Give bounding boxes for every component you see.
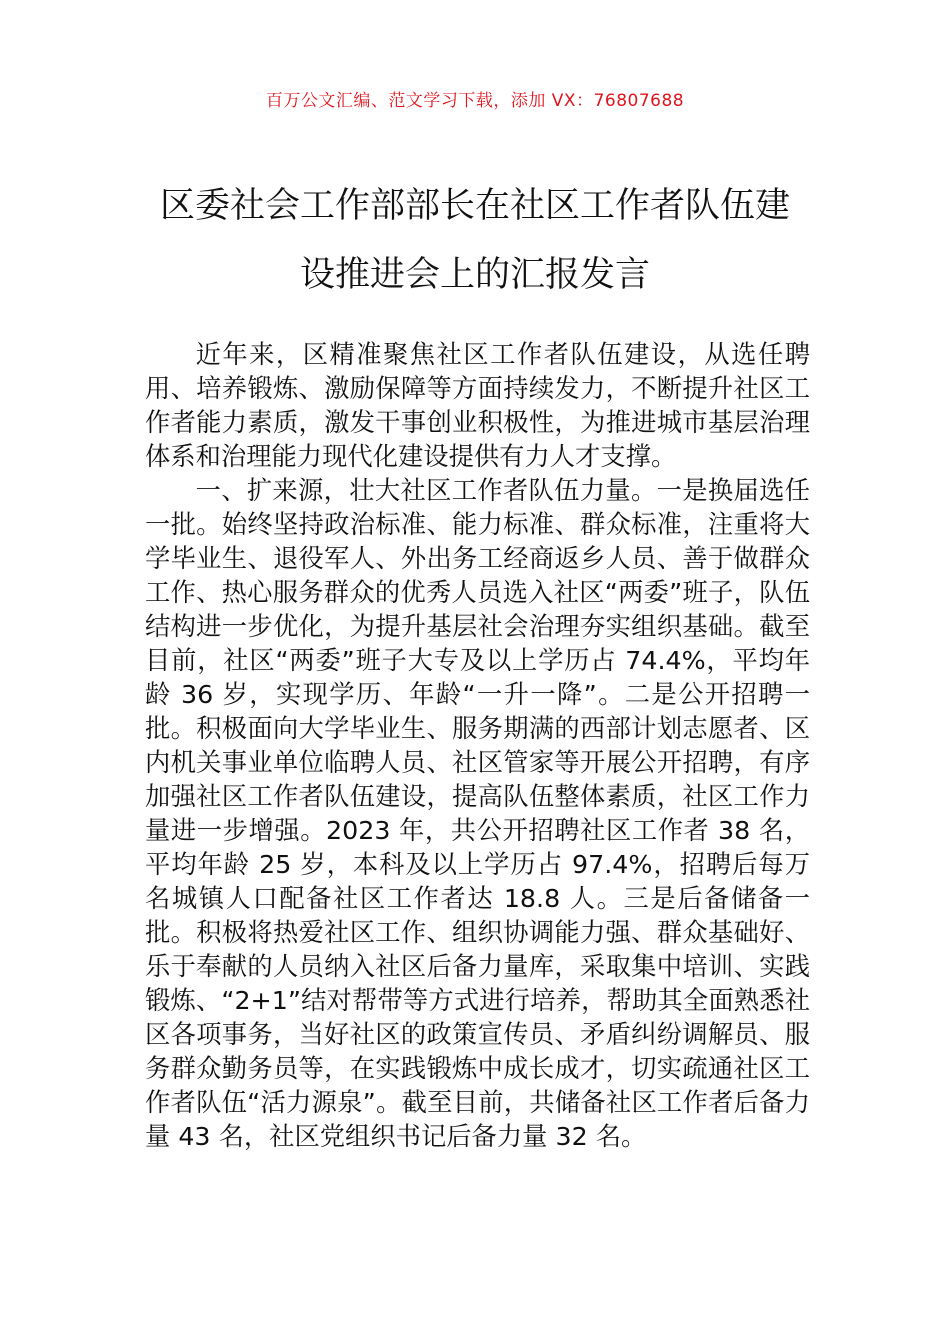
paragraph-intro: 近年来，区精准聚焦社区工作者队伍建设，从选任聘用、培养锻炼、激励保障等方面持续发力，不断提升社区工作者能力素质，激发干事创业积极性，为推进城市基层治理体系和治理能力现代化建设提供有力人才支撑。	[145, 340, 810, 471]
document-title	[130, 172, 820, 310]
document-body	[145, 338, 810, 1154]
title-line-2: 设推进会上的汇报发言	[299, 255, 650, 295]
paragraph-section-one: 一、扩来源，壮大社区工作者队伍力量。一是换届选任一批。始终坚持政治标准、能力标准、群众标准，注重将大学毕业生、退役军人、外出务工经商返乡人员、善于做群众工作、热心服务群众的优秀人员选入社区“两委”班子，队伍结构进一步优化，为提升基层社会治理夯实组织基础。截至目前，社区“两委”班子大专及以上学历占 74.4%，平均年龄 36 岁，实现学历、年龄“一升一降”。二是公开招聘一批。积极面向大学毕业生、服务期满的西部计划志愿者、区内机关事业单位临聘人员、社区管家等开展公开招聘，有序加强社区工作者队伍建设，提高队伍整体素质，社区工作力量进一步增强。2023 年，共公开招聘社区工作者 38 名，平均年龄 25 岁，本科及以上学历占 97.4%，招聘后每万名城镇人口配备社区工作者达 18.8 人。三是后备储备一批。积极将热爱社区工作、组织协调能力强、群众基础好、乐于奉献的人员纳入社区后备力量库，采取集中培训、实践锻炼、“2+1”结对帮带等方式进行培养，帮助其全面熟悉社区各项事务，当好社区的政策宣传员、矛盾纠纷调解员、服务群众勤务员等，在实践锻炼中成长成才，切实疏通社区工作者队伍“活力源泉”。截至目前，共储备社区工作者后备力量 43 名，社区党组织书记后备力量 32 名。	[145, 476, 810, 1151]
header-watermark-note: 百万公文汇编、范文学习下载，添加 VX：76807688	[265, 91, 685, 111]
title-line-1: 区委社会工作部部长在社区工作者队伍建	[159, 186, 790, 226]
